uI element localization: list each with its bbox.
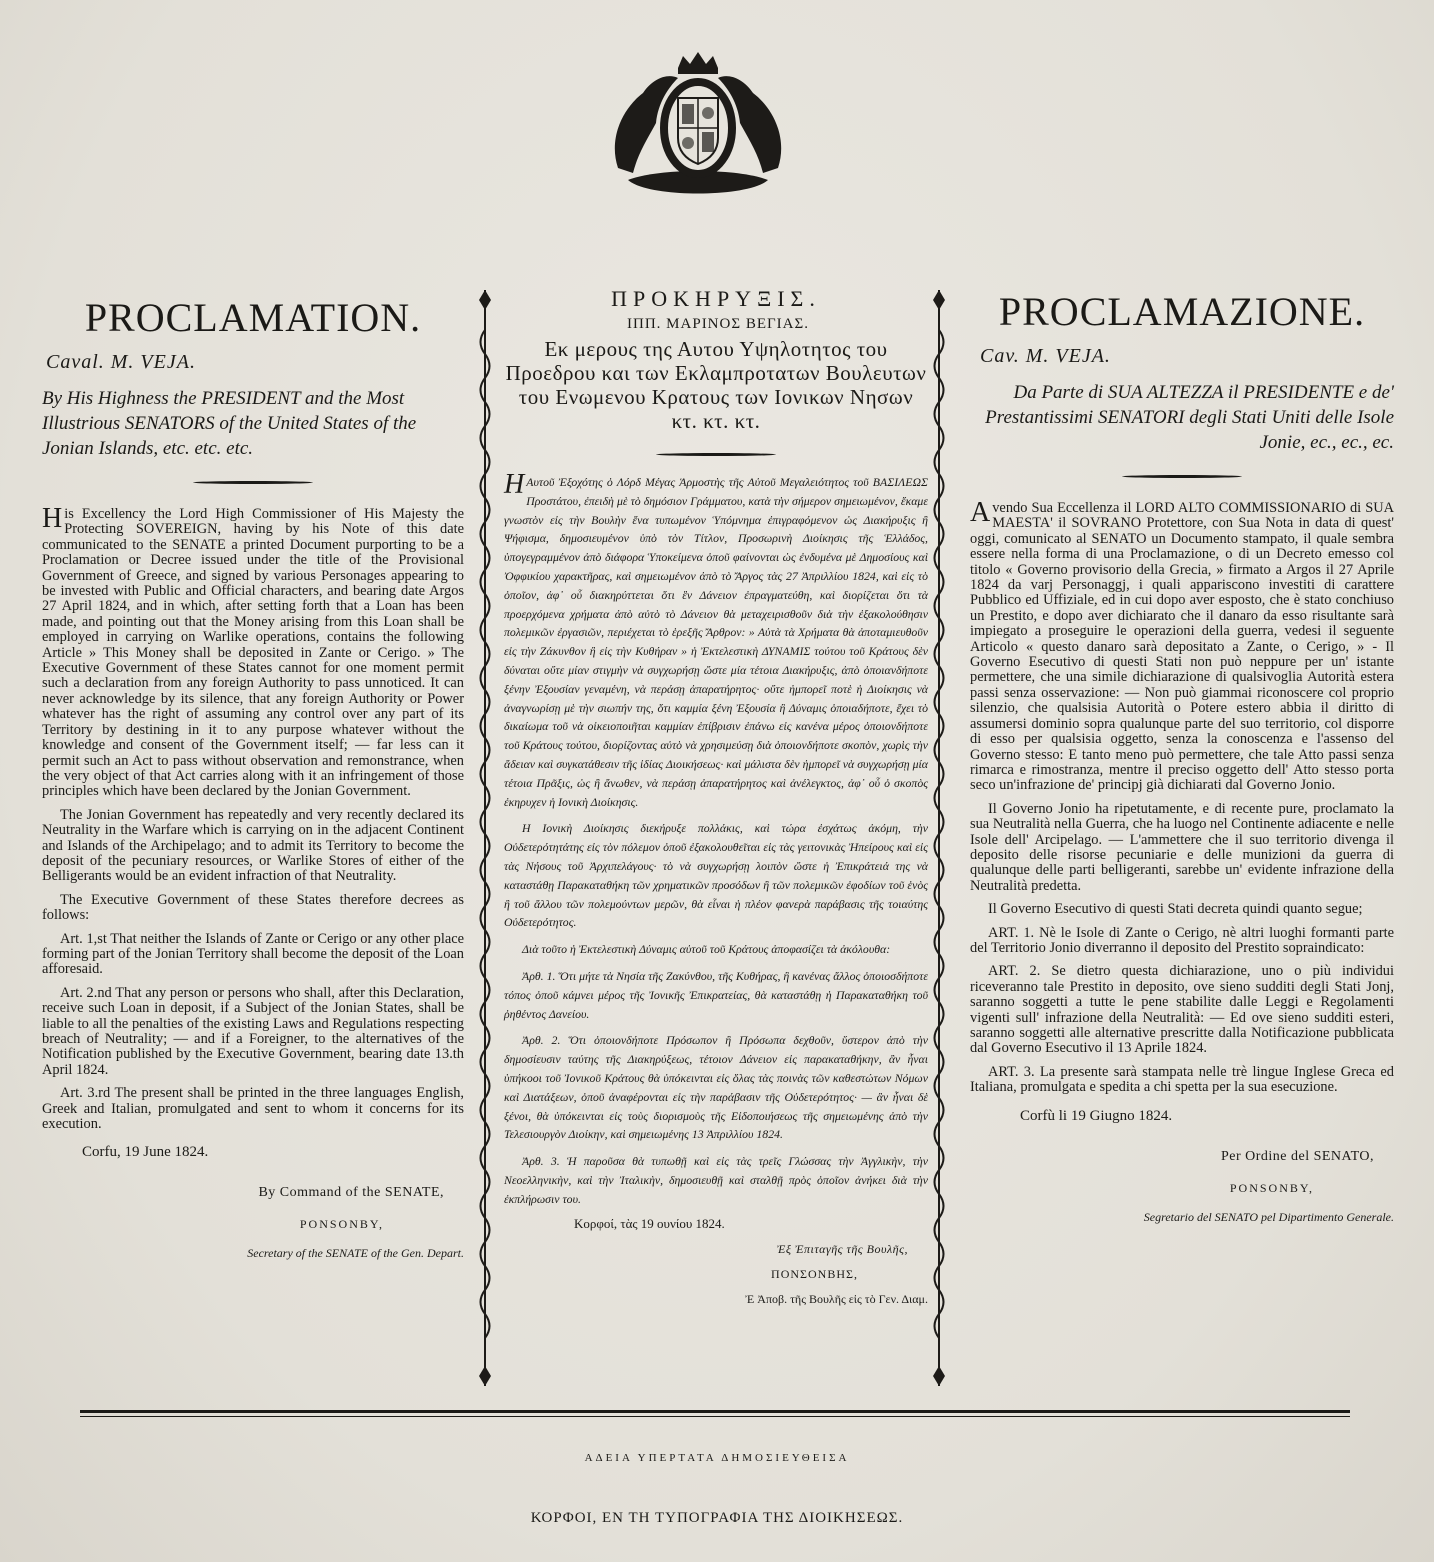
- italian-authority: Da Parte di SUA ALTEZZA il PRESIDENTE e de' Prestantissimi SENATORI degli Stati Uniti delle Isole Jonie, ec., ec., ec.: [985, 382, 1394, 453]
- decorative-vine-divider-left: [478, 290, 492, 1386]
- greek-paragraph: ΗΑυτοῦ Ἐξοχότης ὁ Λόρδ Μέγας Ἁρμοστὴς τῆς Αὐτοῦ Μεγαλειότητος τοῦ ΒΑΣΙΛΕΩΣ Προστάτου, ἐπειδὴ μὲ τὸ δημόσιον Γράμματου, κατὰ τὴν σήμερον σημειωμένον, ἔκαμε γνωστὸν εἰς τὴν Βουλὴν ἕνα τυπωμένον Ὑπόμνημα ἐπιγραφόμενον ὡς Διακήρυξις ἢ Ψήφισμα, δημοσιευμένον ὑπὸ τὸν Τίτλον, Προσωρινὴ Διοίκησις τῆς Ἑλλάδος, ὑπογεγραμμένον ἀπὸ διάφορα Ὑποκείμενα ὁποῦ φαίνονται ὡς ἐνδυμένα μὲ Δημοσίους καὶ Ὀφφικίου χαρακτῆρας, καὶ σημειωμένον ἀπὸ τὸ Ἄργος τὰς 27 Ἀπριλλίου 1824, καὶ εἰς τὸ ὁποῖον, ἀφ᾽ οὗ διακηρύττεται ὅτι ἓν Δάνειον ἐπραγματεύθη, καὶ διορίζεται ὅτι τὰ προερχόμενα χρήματα ἀπὸ αὐτὸ τὸ Δάνειον θὰ μεταχειρισθοῦν διὰ τὴν ἐξακολούθησιν πολεμικῶν ἐργασιῶν, περιέχεται τὸ ἑρεξῆς Ἄρθρον: » Αὐτὰ τὰ Χρήματα θὰ ἀποταμιευθοῦν εἰς τὴν Ζάκυνθον ἢ εἰς τὴν Κυθήραν » ἡ Ἐκτελεστικὴ ΔΥΝΑΜΙΣ τούτου τοῦ Κράτους δὲν δύναται οὔτε μίαν στιγμὴν νὰ συγχωρήσῃ ὥστε μία τέτοια Διακήρυξις, ἀπὸ ὁποιανδήποτε ξένην Ἐξουσίαν γεναμένη, νὰ περάσῃ ἀπαρατήρητος· οὔτε ἠμπορεῖ ποτὲ ἡ Διοίκησις νὰ ἀναγνωρίσῃ μὲ τὴν σιωπήν της, ὅτι καμμία ξένη Ἐξουσία ἢ Δύναμις ὁποιαδήποτε, ἔχει τὸ δικαίωμα τοῦ νὰ οἰκειοποιῆται καμμίαν ἐπίβρισιν ἐπάνω εἰς κανένα μέρος ὁποιονδήποτε τοῦ Κράτους τούτου, διορίζοντας αὐτὸ νὰ χρησιμεύσῃ διὰ ὁποιονδήποτε σκοπὸν, χωρὶς τὴν ἄδειαν καὶ συγκατάθεσιν τῆς ἰδίας Διοικήσεως· καὶ μάλιστα δὲν ἠμπορεῖ νὰ συγχωρήσῃ μία τέτοια Πρᾶξις, ὡς ἢ ἄνωθεν, νὰ περάσῃ ἀπαρατήρητος καὶ ἀνέλεγκτος, ἀφ᾽ οὗ ὁ σκοπὸς ἐκηρυχεν ἡ Ιονικὴ Διοίκησις.: [504, 469, 928, 809]
- greek-divider: [656, 449, 776, 459]
- english-paragraph: The Executive Government of these States therefore decrees as follows:: [42, 891, 464, 924]
- english-byline: Caval. M. VEJA.: [46, 351, 196, 373]
- greek-body: [504, 469, 928, 1208]
- english-article-2: Art. 2.nd That any person or persons who shall, after this Declaration, receive such Loan in deposit, if a Subject of the Jonian States, shall be liable to all the penalties of the existing Laws and Regulations respecting breach of Neutrality; — and if a Foreigner, to the alternatives of the Notification published by the Executive Government, bearing date 13.th April 1824.: [42, 984, 464, 1078]
- english-authority: By His Highness the PRESIDENT and the Most Illustrious SENATORS of the United States of the Jonian Islands, etc. etc. etc.: [42, 388, 417, 459]
- italian-paragraph: Il Governo Jonio ha ripetutamente, e di recente pure, proclamato la sua Neutralità nella Guerra, che ha luogo nel Continente adiacente e nelle Isole dell' Arcipelago. — L'ammettere che il suo territorio divenga il deposito delle risorse pecuniarie e delle munizioni da guerra di qualunque delle parti belligeranti, sarebbe un' evidente infrazione della Neutralità predetta.: [970, 800, 1394, 894]
- footer-authorization-note: ΑΔΕΙΑ ΥΠΕΡΤΑΤΑ ΔΗΜΟΣΙΕΥΘΕΙΣΑ: [584, 1452, 850, 1464]
- italian-signer: PONSONBY,: [1229, 1180, 1314, 1195]
- english-signer: PONSONBY,: [299, 1217, 384, 1232]
- italian-article-1: ART. 1. Nè le Isole di Zante o Cerigo, nè altri luoghi formanti parte del Territorio Jonio diverranno il deposito del Prestito sopraindicato:: [970, 924, 1394, 956]
- italian-title: PROCLAMAZIONE.: [998, 289, 1366, 334]
- greek-article-3: Ἀρθ. 3. Ἡ παροῦσα θὰ τυπωθῇ καὶ εἰς τὰς τρεῖς Γλώσσας τὴν Ἀγγλικὴν, τὴν Νεοελληνικὴν, καὶ τὴν Ἰταλικὴν, δημοσιευθῇ καὶ σταλθῇ πρὸς ὁποῖον ἀνήκει διὰ τὴν ἐκπλήρωσιν του.: [504, 1154, 928, 1206]
- footer-rule-thin: [80, 1416, 1350, 1417]
- english-article-1: Art. 1,st That neither the Islands of Zante or Cerigo or any other place forming part of the Jonian Territory shall become the deposit of the Loan afforesaid.: [42, 930, 464, 978]
- italian-paragraph: Avendo Sua Eccellenza il LORD ALTO COMMISSIONARIO di SUA MAESTA' il SOVRANO Protettore, con Sua Nota in data di quest' oggi, comunicato al SENATO un Documento stampato, il quale sembra essere nella forma di una Proclamazione, o di un Decreto emesso col titolo « Governo provisorio della Grecia, » firmato a Argos il 27 Aprile 1824 da varj Personaggj, i quali appariscono investiti di carattere Pubblico ed Uffiziale, ed in cui dopo aver esposto, che è stato conchiuso un Prestito, e dopo aver dichiarato che il danaro da esso risultante sarà impiegato a proseguire le operazioni della guerra, vedesi il seguente Articolo « questo danaro sarà depositato a Zante, o Cerigo, » - Il Governo Esecutivo di questi Stati non può neppure per un' istante permettere, che una simile dichiarazione di qualsivoglia Autorità estera passi senza osservazione: — Non può giammai riconoscere col proprio silenzio, che qualsisia Autorità o Potere estero abbia il diritto di assumersi dominio sopra qualunque parte del suo territorio, col disporre di esso per qualsisia oggetto, senza la conoscenza e l'assenso del Governo stesso: E tanto meno può permettere, che tale Atto passi senza rimarca e rimostranza, mentre il preciso oggetto dell' Atto stesso porta seco un'infrazione de' principj già dichiarati dal Governo Jonio.: [970, 497, 1394, 794]
- italian-date: Corfù li 19 Giugno 1824.: [1020, 1107, 1173, 1124]
- italian-secretary: Segretario del SENATO pel Dipartimento Generale.: [1143, 1209, 1394, 1224]
- greek-byline: ΙΠΠ. ΜΑΡΙΝΟΣ ΒΕΓΙΑΣ.: [627, 316, 809, 332]
- greek-date: Κορφοί, τὰς 19 ουνίου 1824.: [574, 1216, 725, 1232]
- english-command: By Command of the SENATE,: [258, 1185, 444, 1201]
- italian-article-2: ART. 2. Se dietro questa dichiarazione, uno o più individui riceveranno tale Prestito in deposito, ove sieno sudditi degli Stati Jonj, saranno soggetti a tutte le pene stabilite dalle Leggi e Regolamenti vigenti sull' infrazione della Neutralità: — Ed ove sieno sudditi esteri, saranno soggetti alle alternative prescritte dalla Notificazione pubblicata dal Governo Esecutivo il 13 Aprile 1824.: [970, 963, 1394, 1057]
- royal-crest-emblem: [598, 48, 798, 208]
- greek-article-1: Ἀρθ. 1. Ὅτι μήτε τὰ Νησία τῆς Ζακύνθου, τῆς Κυθήρας, ἢ κανένας ἄλλος ὁποιοσδήποτε τόπος ὁποῦ κάμνει μέρος τῆς Ἰονικῆς Ἐπικρατείας, θὰ καταστάθῃ ἡ Παρακαταθήκη τοῦ ῥηθέντος Δανείου.: [504, 968, 928, 1021]
- italian-divider: [1122, 471, 1242, 481]
- italian-paragraph: Il Governo Esecutivo di questi Stati decreta quindi quanto segue;: [988, 901, 1363, 918]
- english-body: [42, 503, 464, 1133]
- english-divider: [193, 477, 313, 487]
- italian-article-3: ART. 3. La presente sarà stampata nelle trè lingue Inglese Greca ed Italiana, promulgata e spedita a chi spetta per la sua esecuzione.: [970, 1063, 1394, 1096]
- greek-paragraph: Η Ιονικὴ Διοίκησις διεκήρυξε πολλάκις, καὶ τώρα ἐσχάτως ἀκόμη, τὴν Οὐδετερότητάτης εἰς τὸν πόλεμον ὁποῦ ἐξακολουθεῖται εἰς τὰς γειτονικὰς Ἠπείρους καὶ εἰς τὰς Νήσους τοῦ Ἀρχιπελάγους· τὸ νὰ συγχωρήσῃ λοιπὸν ὥστε ἡ Ἐπικράτειά της νὰ καταστάθῃ Παρακαταθήκη τῶν χρηματικῶν προσόδων ἢ τῶν πολεμικῶν ἐφοδίων τοῦ ἑνὸς ἢ τοῦ ἄλλου τῶν πολεμούντων μερῶν, θὰ εἶναι ἡ πλέον φανερὰ παράβασις τῆς τοιαύτης Οὐδετερότητος.: [504, 821, 928, 930]
- greek-command: Ἐξ Ἐπιταγῆς τῆς Βουλῆς,: [776, 1242, 908, 1257]
- greek-title: ΠΡΟΚΗΡΥΞΙΣ.: [611, 286, 821, 311]
- italian-column: [970, 282, 1394, 1225]
- italian-byline: Cav. M. VEJA.: [980, 345, 1111, 367]
- english-article-3: Art. 3.rd The present shall be printed in the three languages English, Greek and Italian, promulgated and sent to whom it concerns for its execution.: [42, 1085, 464, 1133]
- english-date: Corfu, 19 June 1824.: [82, 1144, 209, 1161]
- greek-column: [504, 282, 928, 1307]
- greek-paragraph: Διὰ τοῦτο ἡ Ἐκτελεστικὴ Δύναμις αὐτοῦ τοῦ Κράτους ἀποφασίζει τὰ ἀκόλουθα:: [522, 942, 891, 957]
- english-paragraph: His Excellency the Lord High Commissioner of His Majesty the Protecting SOVEREIGN, having by his Note of this date communicated to the SENATE a printed Document purporting to be a Proclamation or Decree issued under the title of the Provisional Government of Greece, and signed by various Personages appearing to be invested with Public and Official characters, and bearing date Argos 27 April 1824, and in which, after setting forth that a Loan has been made, and pointing out that the Money arising from this Loan shall be employed in carrying on Warlike operations, contains the following Article » This Money shall be deposited in Zante or Cerigo. » The Executive Government of these States cannot for one moment permit such a declaration from any foreign Authority to pass unnoticed. It can never acknowledge by its silence, that any foreign Authority or Power whatever has the right of assuming any control over any part of its Territory by destining in it to any purpose whatever without the knowledge and consent of the Government itself; — far less can it permit such an Act to pass without observation and remonstrance, when the very object of that Act carries along with it an infringement of those principles which have been declared by the Jonian Government.: [42, 503, 464, 800]
- english-column: [42, 282, 464, 1261]
- footer-printer-imprint: ΚΟΡΦΟΙ, ΕΝ ΤΗ ΤΥΠΟΓΡΑΦΙΑ ΤΗΣ ΔΙΟΙΚΗΣΕΩΣ.: [530, 1510, 904, 1526]
- italian-body: [970, 497, 1394, 1096]
- english-title: PROCLAMATION.: [84, 295, 422, 340]
- greek-authority: Εκ μερους της Αυτου Υψηλοτητος του Προεδρου και των Εκλαμπροτατων Βουλευτων του Ενωμενου Κρατους των Ιονικων Νησων κτ. κτ. κτ.: [505, 337, 927, 433]
- english-paragraph: The Jonian Government has repeatedly and very recently declared its Neutrality in the Warfare which is carrying on in the adjacent Continent and Islands of the Archipelago; and to admit its Territory to become the deposit of the pecuniary resources, or Warlike Stores of either of the Belligerants would be an evident infraction of that Neutrality.: [42, 806, 464, 885]
- italian-command: Per Ordine del SENATO,: [1220, 1148, 1374, 1164]
- greek-article-2: Ἀρθ. 2. Ὅτι ὁποιονδήποτε Πρόσωπον ἢ Πρόσωπα δεχθοῦν, ὕστερον ἀπὸ τὴν δημοσίευσιν ταύτης τῆς Διακηρύξεως, τέτοιον Δάνειον εἰς παρακαταθήκην, ἂν ἦναι ὑπήκοοι τοῦ Ἰονικοῦ Κράτους θὰ ὑπόκεινται εἰς ὅλας τὰς ποινὰς τῶν καθεστώτων Νόμων καὶ Διατάξεων, ὁποῦ ἀναφέρονται εἰς τὴν παράβασιν τῆς Οὐδετερότητος· — ἂν ἦναι δὲ ξένοι, θὰ ὑπόκεινται εἰς τοὺς διορισμοὺς τῆς Εἰδοποιήσεως τῆς σημειωμένης ἀπὸ τὴν Τελεσιουργὸν Διοίκην, καὶ σημειωμένης 13 Ἀπριλλίου 1824.: [504, 1033, 928, 1142]
- greek-secretary: Ἐ Ἀποβ. τῆς Βουλῆς εἰς τὸ Γεν. Διαμ.: [745, 1292, 928, 1307]
- footer-rule: [80, 1410, 1350, 1413]
- decorative-vine-divider-right: [932, 290, 946, 1386]
- greek-signer: ΠΟΝΣΟΝΒΗΣ,: [771, 1267, 858, 1282]
- english-secretary: Secretary of the SENATE of the Gen. Depart.: [247, 1246, 464, 1261]
